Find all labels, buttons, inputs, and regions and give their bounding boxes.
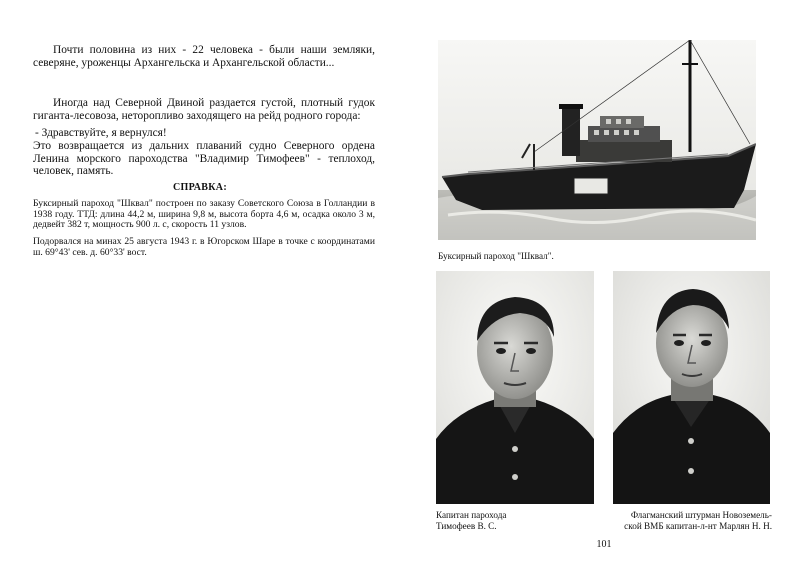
ship-caption: Буксирный пароход "Шквал". (438, 251, 554, 261)
paragraph-2-text: Иногда над Северной Двиной раздается густой, плотный гудок гиганта-лесовоза, неторопливо заходящего на рейд родного города: (33, 97, 375, 122)
portrait-timofeev (436, 271, 594, 504)
reference-heading: СПРАВКА: (173, 182, 227, 193)
reference-paragraph-2 (33, 237, 375, 258)
paragraph-1 (33, 44, 375, 69)
portrait-marlyan (613, 271, 770, 504)
portrait-left-caption-line-1: Капитан парохода (436, 510, 507, 520)
reference-paragraph-2-text: Подорвался на минах 25 августа 1943 г. в Югорском Шаре в точке с координатами ш. 69°43' сев. д. 60°33' вост. (33, 236, 375, 258)
portrait-right-caption-line-2: ской ВМБ капитан-л-нт Марлян Н. Н. (624, 521, 772, 531)
paragraph-1-text: Почти половина из них - 22 человека - были наши земляки, северяне, уроженцы Архангельска и Архангельской области... (33, 44, 375, 69)
portrait-left-caption (436, 510, 586, 532)
paragraph-3-text: - Здравствуйте, я вернулся! (35, 127, 167, 139)
paragraph-2 (33, 97, 375, 122)
ship-photo (438, 40, 756, 240)
portrait-right-caption-line-1: Флагманский штурман Новоземель- (630, 510, 772, 520)
portrait-right-caption (600, 510, 772, 532)
reference-paragraph-1-text: Буксирный пароход "Шквал" построен по заказу Советского Союза в Голландии в 1938 году. ТТД: длина 44,2 м, ширина 9,8 м, высота борта 4,6 м, осадка около 3 м, дедвейт 382 т, мощность 900 л. с, скорость 11 узлов. (33, 198, 375, 231)
portrait-left-caption-line-2: Тимофеев В. С. (436, 521, 497, 531)
reference-paragraph-1 (33, 199, 375, 231)
paragraph-4 (33, 140, 375, 178)
paragraph-3 (35, 127, 377, 140)
paragraph-4-text: Это возвращается из дальних плаваний судно Северного ордена Ленина морского пароходства "Владимир Тимофеев" - теплоход, человек, память. (33, 140, 375, 178)
page-number: 101 (596, 539, 612, 550)
